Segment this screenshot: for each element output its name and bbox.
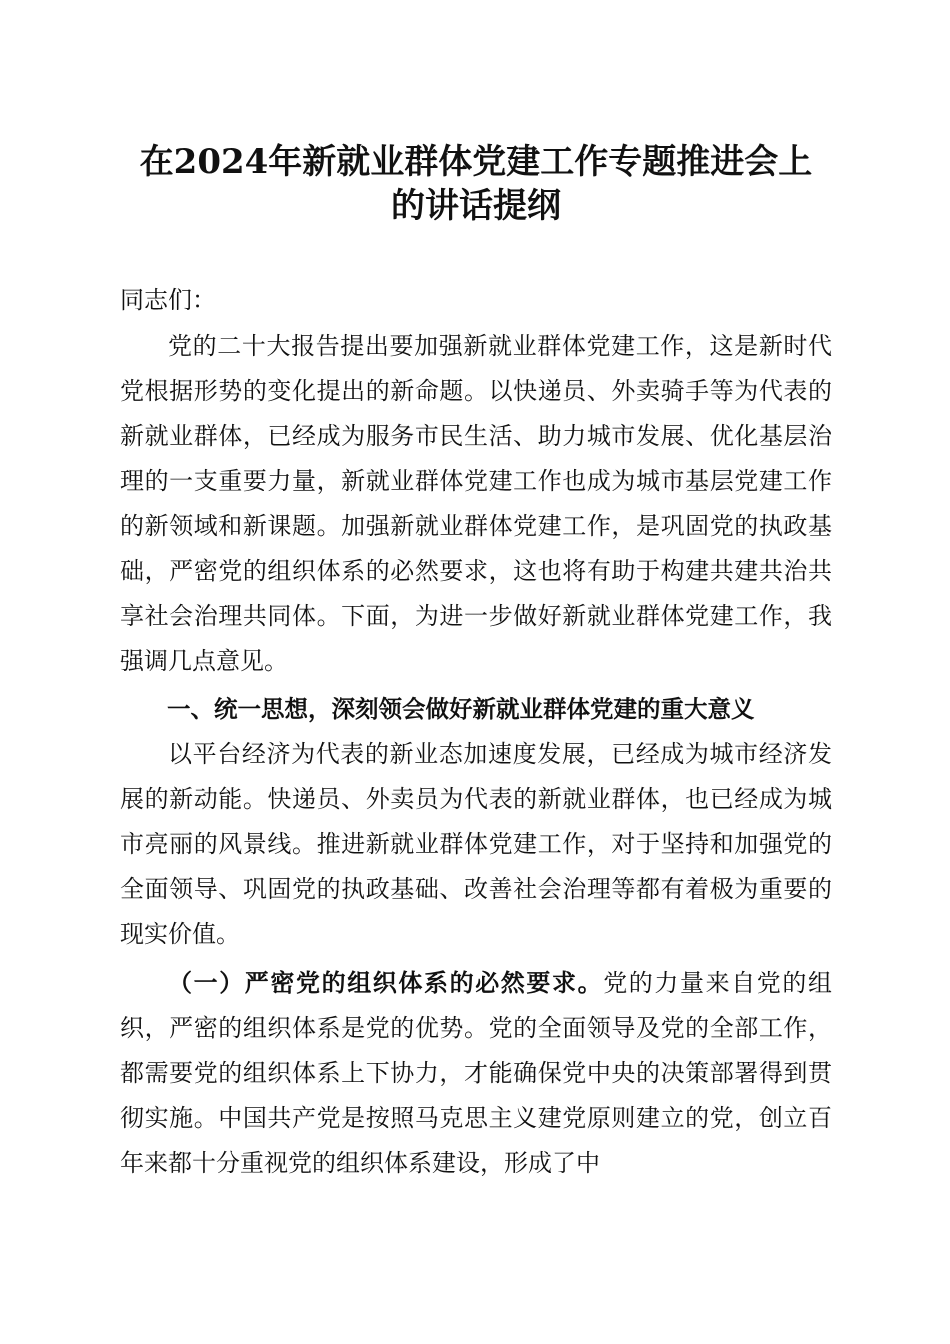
salutation: 同志们： xyxy=(120,286,216,314)
title-line-1: 在2024年新就业群体党建工作专题推进会上 xyxy=(139,142,813,182)
document-body xyxy=(120,278,832,1186)
subsection-1-text: 党的力量来自党的组织，严密的组织体系是党的优势。党的全面领导及党的全部工作，都需要党的组织体系上下协力，才能确保党中央的决策部署得到贯彻实施。中国共产党是按照马克思主义建党原则建立的党，创立百年来都十分重视党的组织体系建设，形成了中 xyxy=(120,969,833,1177)
section-1-heading: 一、统一思想，深刻领会做好新就业群体党建的重大意义 xyxy=(167,695,755,723)
intro-paragraph: 党的二十大报告提出要加强新就业群体党建工作，这是新时代党根据形势的变化提出的新命题。以快递员、外卖骑手等为代表的新就业群体，已经成为服务市民生活、助力城市发展、优化基层治理的一支重要力量，新就业群体党建工作也成为城市基层党建工作的新领域和新课题。加强新就业群体党建工作，是巩固党的执政基础，严密党的组织体系的必然要求，这也将有助于构建共建共治共享社会治理共同体。下面，为进一步做好新就业群体党建工作，我强调几点意见。 xyxy=(120,332,832,675)
subsection-1-paragraph xyxy=(120,960,832,1186)
section-1-paragraph: 以平台经济为代表的新业态加速度发展，已经成为城市经济发展的新动能。快递员、外卖员为代表的新就业群体，也已经成为城市亮丽的风景线。推进新就业群体党建工作，对于坚持和加强党的全面领导、巩固党的执政基础、改善社会治理等都有着极为重要的现实价值。 xyxy=(120,740,832,948)
subsection-1-lead: （一）严密党的组织体系的必然要求。 xyxy=(168,968,604,997)
document-title xyxy=(120,140,832,228)
title-line-2: 的讲话提纲 xyxy=(391,186,561,226)
